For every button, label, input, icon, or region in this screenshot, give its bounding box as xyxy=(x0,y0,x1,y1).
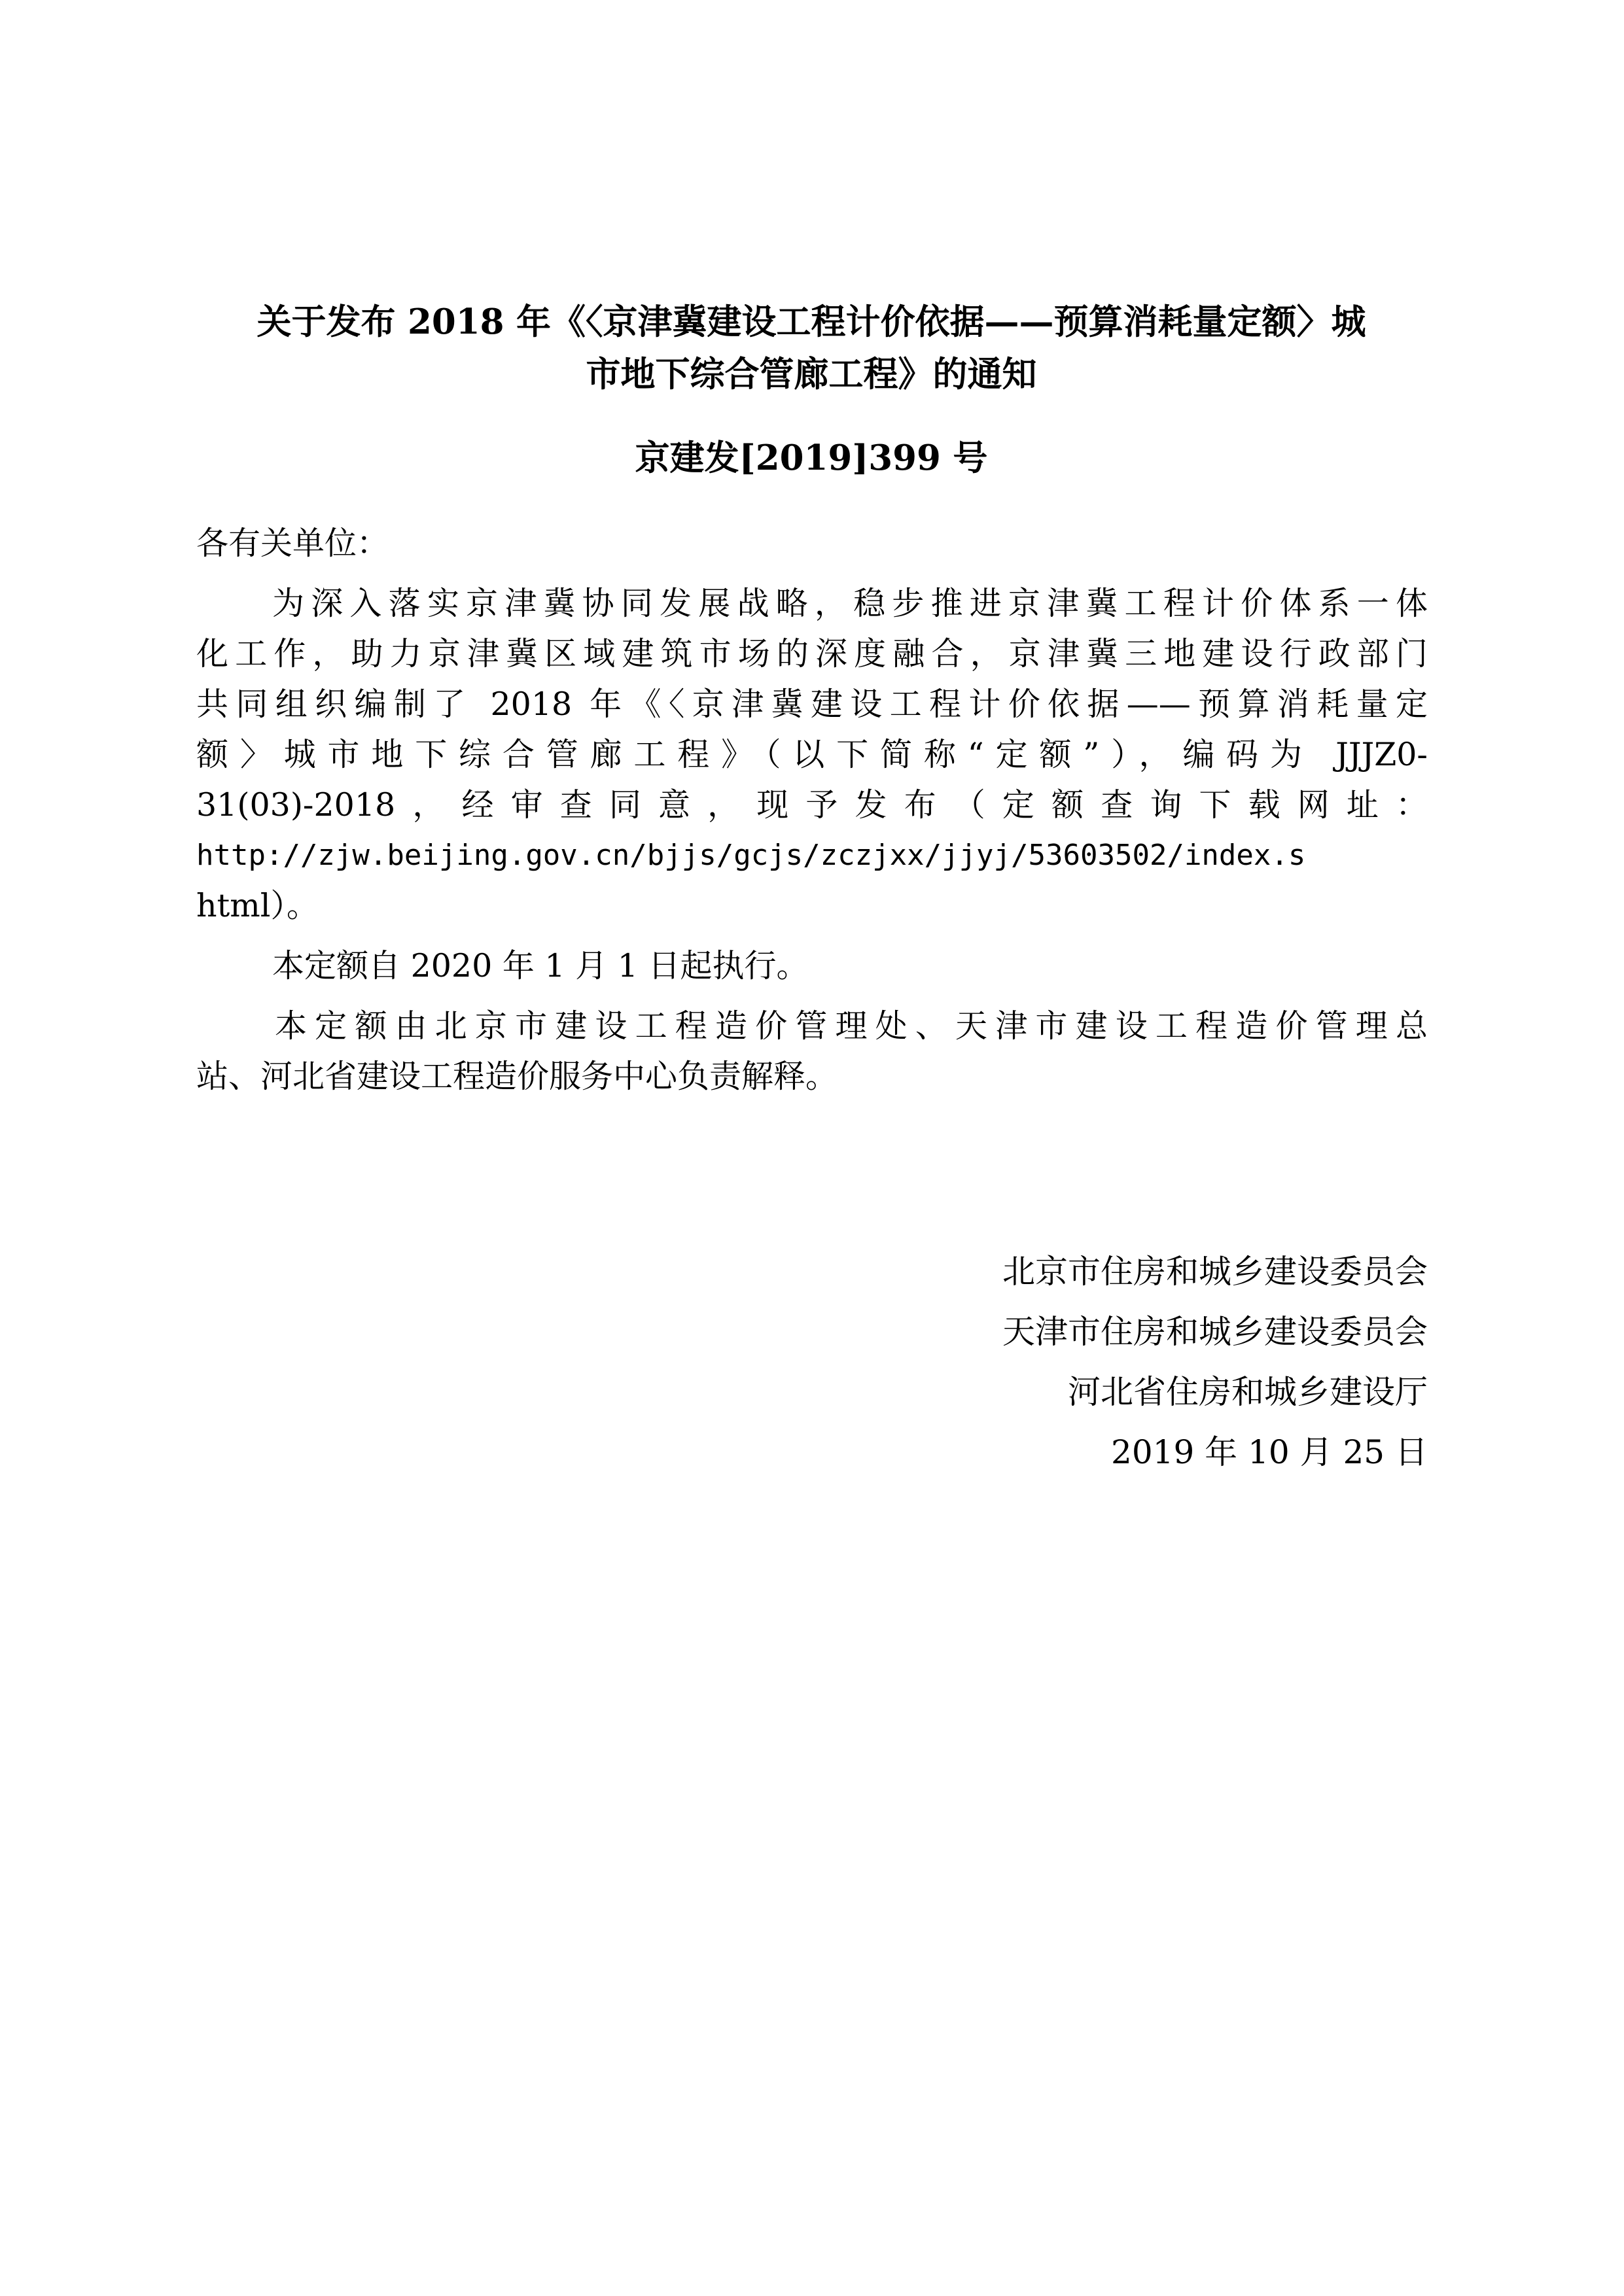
paragraph-1-line-4: 额〉城市地下综合管廊工程》（以下简称“定额”），编码为 JJJZ0- xyxy=(196,736,1428,773)
signatory-beijing: 北京市住房和城乡建设委员会 xyxy=(1002,1253,1428,1291)
issue-date: 2019 年 10 月 25 日 xyxy=(1111,1433,1428,1471)
paragraph-2: 本定额自 2020 年 1 月 1 日起执行。 xyxy=(272,947,809,984)
paragraph-1-line-1: 为深入落实京津冀协同发展战略，稳步推进京津冀工程计价体系一体 xyxy=(272,585,1428,622)
notice-title-line-2: 市地下综合管廊工程》的通知 xyxy=(586,354,1037,394)
signatory-hebei: 河北省住房和城乡建设厅 xyxy=(1068,1373,1428,1411)
signatory-tianjin: 天津市住房和城乡建设委员会 xyxy=(1002,1313,1428,1351)
paragraph-1-line-5: 31(03)-2018，经审查同意，现予发布（定额查询下载网址： xyxy=(196,786,1428,824)
paragraph-1-line-3: 共同组织编制了 2018 年《〈京津冀建设工程计价依据——预算消耗量定 xyxy=(196,686,1428,723)
download-url-line-2: html）。 xyxy=(196,887,319,924)
document-number: 京建发[2019]399 号 xyxy=(635,438,988,478)
paragraph-3-line-2: 站、河北省建设工程造价服务中心负责解释。 xyxy=(196,1058,838,1095)
paragraph-3-line-1: 本定额由北京市建设工程造价管理处、天津市建设工程造价管理总 xyxy=(275,1007,1428,1045)
paragraph-1-line-2: 化工作，助力京津冀区域建筑市场的深度融合，京津冀三地建设行政部门 xyxy=(196,635,1428,672)
download-url-line-1: http://zjw.beijing.gov.cn/bjjs/gcjs/zczjxx/jjyj/53603502/index.s xyxy=(196,839,1306,872)
notice-title-line-1: 关于发布 2018 年《〈京津冀建设工程计价依据——预算消耗量定额〉城 xyxy=(256,302,1366,342)
salutation: 各有关单位： xyxy=(196,525,389,562)
